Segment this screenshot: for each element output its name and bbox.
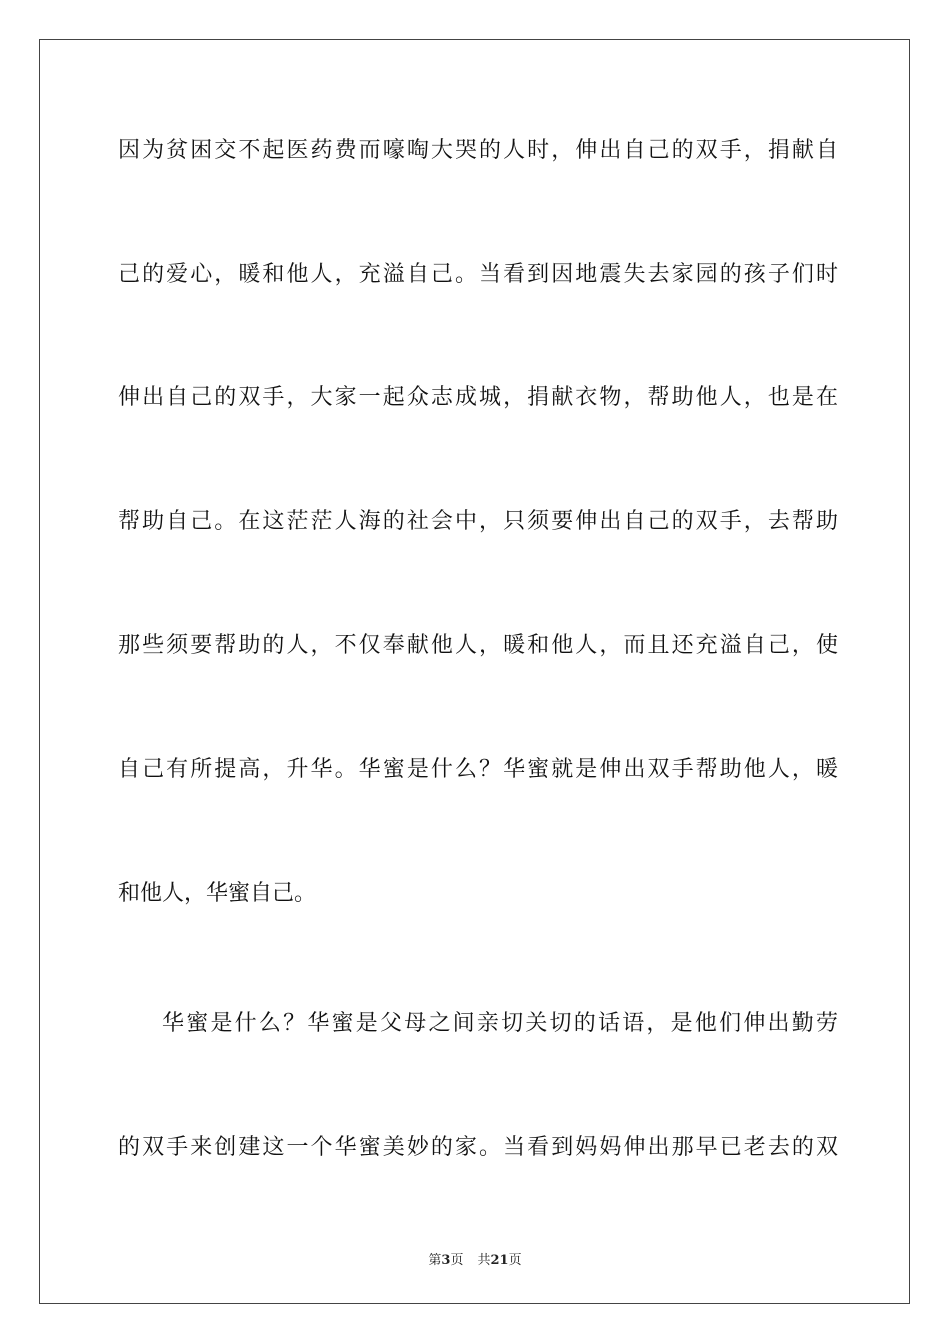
page-number: 3 xyxy=(441,1253,451,1268)
text-line: 因为贫困交不起医药费而嚎啕大哭的人时，伸出自己的双手，捐献自 xyxy=(118,138,838,163)
page-suffix: 页 xyxy=(450,1253,464,1268)
page-border xyxy=(39,39,910,1304)
page-footer xyxy=(0,1249,950,1268)
paragraph-first-line: 华蜜是什么？华蜜是父母之间亲切关切的话语，是他们伸出勤劳 xyxy=(162,1011,838,1036)
text-line: 伸出自己的双手，大家一起众志成城，捐献衣物，帮助他人，也是在 xyxy=(118,385,838,410)
text-line: 帮助自己。在这茫茫人海的社会中，只须要伸出自己的双手，去帮助 xyxy=(118,509,838,534)
page-prefix: 第 xyxy=(428,1253,442,1268)
text-line: 和他人，华蜜自己。 xyxy=(118,881,317,906)
text-line: 己的爱心，暖和他人，充溢自己。当看到因地震失去家园的孩子们时 xyxy=(118,262,838,287)
text-line: 的双手来创建这一个华蜜美妙的家。当看到妈妈伸出那早已老去的双 xyxy=(118,1135,838,1160)
total-prefix: 共 xyxy=(477,1253,491,1268)
total-suffix: 页 xyxy=(508,1253,522,1268)
total-pages: 21 xyxy=(490,1253,509,1268)
text-line: 那些须要帮助的人，不仅奉献他人，暖和他人，而且还充溢自己，使 xyxy=(118,633,838,658)
text-line: 自己有所提高，升华。华蜜是什么？华蜜就是伸出双手帮助他人，暖 xyxy=(118,757,838,782)
